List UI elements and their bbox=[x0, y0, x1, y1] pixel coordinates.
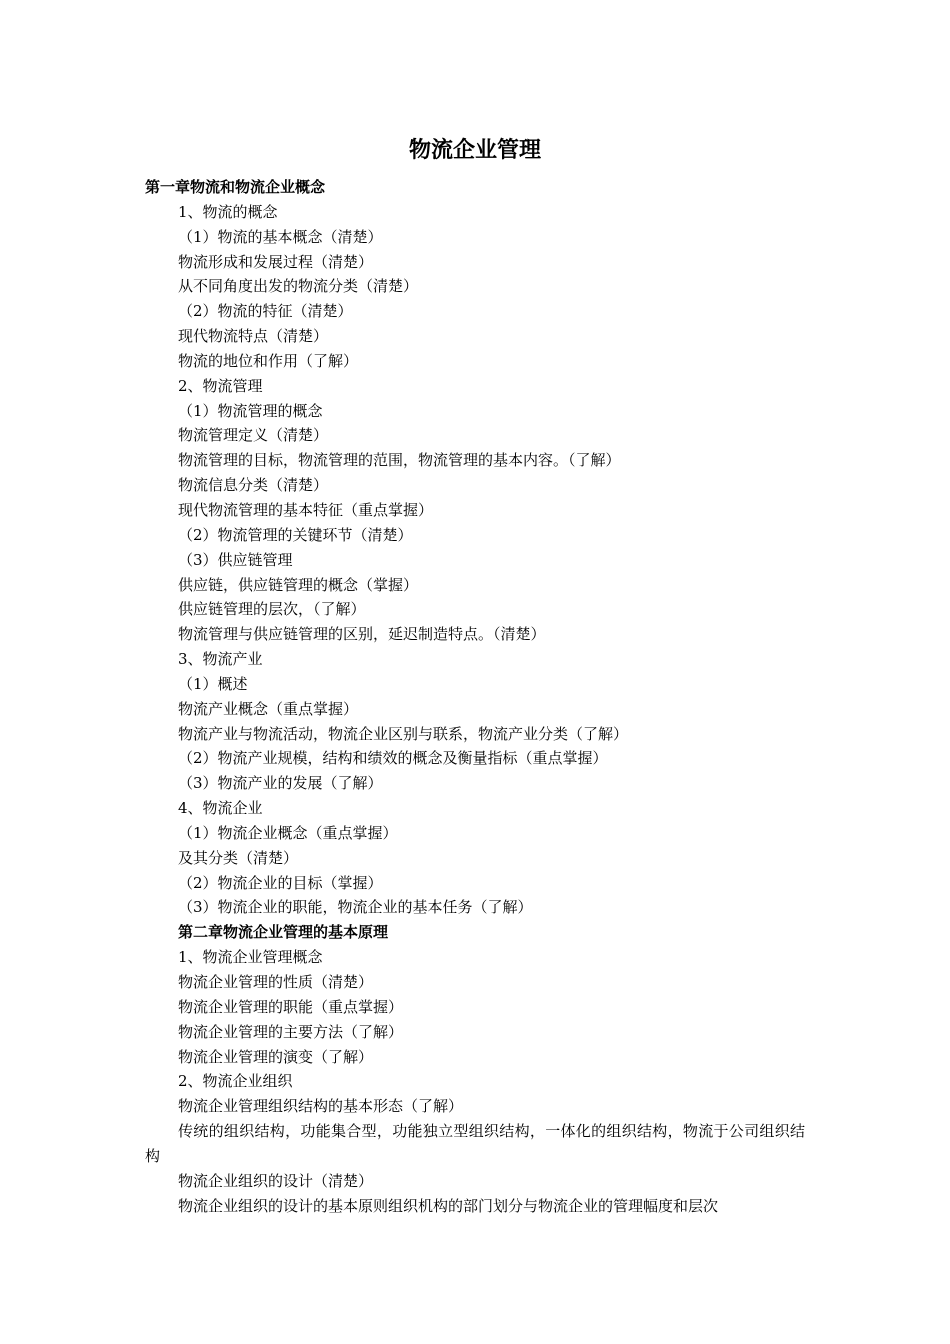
content-line: 现代物流特点（清楚） bbox=[178, 327, 329, 346]
content-line: 物流管理的目标，物流管理的范围，物流管理的基本内容。（了解） bbox=[178, 451, 621, 470]
content-line: 物流的地位和作用（了解） bbox=[178, 351, 359, 370]
content-paragraph: 传统的组织结构，功能集合型，功能独立型组织结构，一体化的组织结构，物流于公司组织结构 bbox=[145, 1122, 806, 1165]
content-line: 物流企业管理的性质（清楚） bbox=[178, 973, 374, 991]
document-title: 物流企业管理 bbox=[408, 138, 541, 163]
subsection-line: （1）物流管理的概念 bbox=[178, 401, 323, 420]
section-heading: 3、物流产业 bbox=[178, 650, 263, 669]
section-heading: 1、物流企业管理概念 bbox=[178, 948, 323, 967]
content-line: 物流企业管理的演变（了解） bbox=[178, 1047, 374, 1066]
subsection-line: （2）物流的特征（清楚） bbox=[178, 302, 353, 321]
subsection-line: （1）概述 bbox=[178, 674, 248, 693]
content-line: 供应链，供应链管理的概念（掌握） bbox=[178, 575, 419, 594]
content-line: 供应链管理的层次，（了解） bbox=[178, 600, 366, 619]
content-line: 物流企业管理的职能（重点掌握） bbox=[178, 997, 404, 1016]
section-heading: 1、物流的概念 bbox=[178, 202, 278, 221]
section-heading: 2、物流管理 bbox=[178, 376, 263, 395]
content-line: 物流产业概念（重点掌握） bbox=[178, 699, 359, 718]
content-line: 物流企业组织的设计（清楚） bbox=[178, 1171, 374, 1190]
subsection-line: （3）供应链管理 bbox=[178, 550, 293, 569]
subsection-line: （3）物流产业的发展（了解） bbox=[178, 774, 383, 793]
subsection-line: （2）物流产业规模，结构和绩效的概念及衡量指标（重点掌握） bbox=[178, 749, 608, 768]
content-line: 物流信息分类（清楚） bbox=[178, 476, 329, 495]
subsection-line: （1）物流企业概念（重点掌握） bbox=[178, 823, 398, 842]
section-heading: 4、物流企业 bbox=[178, 799, 263, 818]
content-line: 现代物流管理的基本特征（重点掌握） bbox=[178, 500, 434, 519]
subsection-line: （2）物流管理的关键环节（清楚） bbox=[178, 525, 413, 544]
document-body bbox=[145, 175, 807, 1218]
content-line: 从不同角度出发的物流分类（清楚） bbox=[178, 277, 419, 296]
subsection-line: （2）物流企业的目标（掌握） bbox=[178, 873, 383, 892]
chapter-heading: 第一章物流和物流企业概念 bbox=[145, 178, 326, 196]
content-line: 物流管理与供应链管理的区别，延迟制造特点。（清楚） bbox=[178, 625, 546, 644]
subsection-line: （3）物流企业的职能，物流企业的基本任务（了解） bbox=[178, 898, 533, 917]
section-heading: 2、物流企业组织 bbox=[178, 1072, 293, 1091]
content-line: 物流管理定义（清楚） bbox=[178, 426, 329, 445]
content-line: 物流形成和发展过程（清楚） bbox=[178, 252, 374, 271]
content-line: 物流企业管理组织结构的基本形态（了解） bbox=[178, 1097, 464, 1116]
content-line: 物流企业组织的设计的基本原则组织机构的部门划分与物流企业的管理幅度和层次 bbox=[178, 1196, 719, 1215]
content-line: 物流产业与物流活动，物流企业区别与联系，物流产业分类（了解） bbox=[178, 724, 629, 743]
chapter-heading: 第二章物流企业管理的基本原理 bbox=[178, 923, 389, 942]
subsection-line: （1）物流的基本概念（清楚） bbox=[178, 227, 383, 246]
content-line: 物流企业管理的主要方法（了解） bbox=[178, 1022, 404, 1041]
content-line: 及其分类（清楚） bbox=[178, 848, 299, 867]
